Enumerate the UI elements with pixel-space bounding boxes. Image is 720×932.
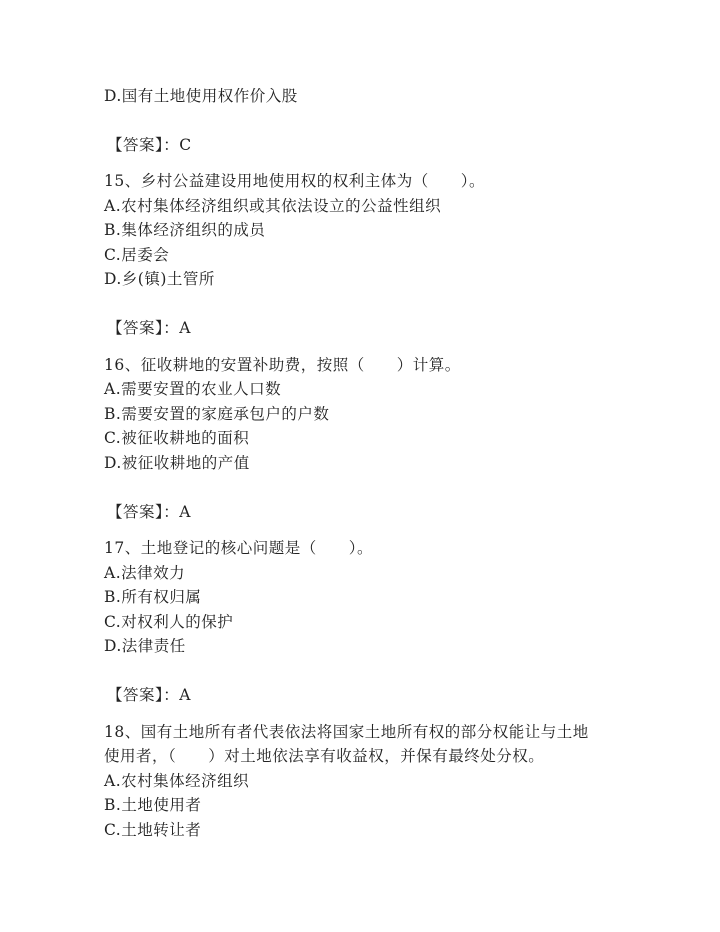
question-18-stem-line-1: 18、国有土地所有者代表依法将国家土地所有权的部分权能让与土地 <box>104 723 589 741</box>
question-18-option-b: B.土地使用者 <box>104 796 202 814</box>
question-16-option-d: D.被征收耕地的产值 <box>104 454 250 472</box>
question-17-option-c: C.对权利人的保护 <box>104 613 234 631</box>
question-17-option-b: B.所有权归属 <box>104 588 202 606</box>
answer-label: 【答案】：C <box>107 136 192 154</box>
question-18-option-c: C.土地转让者 <box>104 821 202 839</box>
question-17-option-d: D.法律责任 <box>104 637 186 655</box>
question-15-answer: 【答案】：A <box>107 319 191 337</box>
question-16-option-a: A.需要安置的农业人口数 <box>104 380 282 398</box>
question-17-stem: 17、土地登记的核心问题是（ ）。 <box>104 539 373 557</box>
question-15-option-b: B.集体经济组织的成员 <box>104 221 266 239</box>
question-16-option-c: C.被征收耕地的面积 <box>104 429 250 447</box>
question-16-answer: 【答案】：A <box>107 503 191 521</box>
question-18-option-a: A.农村集体经济组织 <box>104 772 250 790</box>
question-16-option-b: B.需要安置的家庭承包户的户数 <box>104 405 330 423</box>
question-15-option-c: C.居委会 <box>104 246 170 264</box>
question-18-stem-line-2: 使用者，（ ）对土地依法享有收益权，并保有最终处分权。 <box>104 747 545 765</box>
question-16-stem: 16、征收耕地的安置补助费，按照（ ）计算。 <box>104 356 461 374</box>
question-15-stem: 15、乡村公益建设用地使用权的权利主体为（ ）。 <box>104 172 485 190</box>
question-15-option-a: A.农村集体经济组织或其依法设立的公益性组织 <box>104 197 442 215</box>
question-17-option-a: A.法律效力 <box>104 564 186 582</box>
option-d-prev: D.国有土地使用权作价入股 <box>104 87 298 105</box>
question-17-answer: 【答案】：A <box>107 686 191 704</box>
question-15-option-d: D.乡(镇)土管所 <box>104 270 215 288</box>
